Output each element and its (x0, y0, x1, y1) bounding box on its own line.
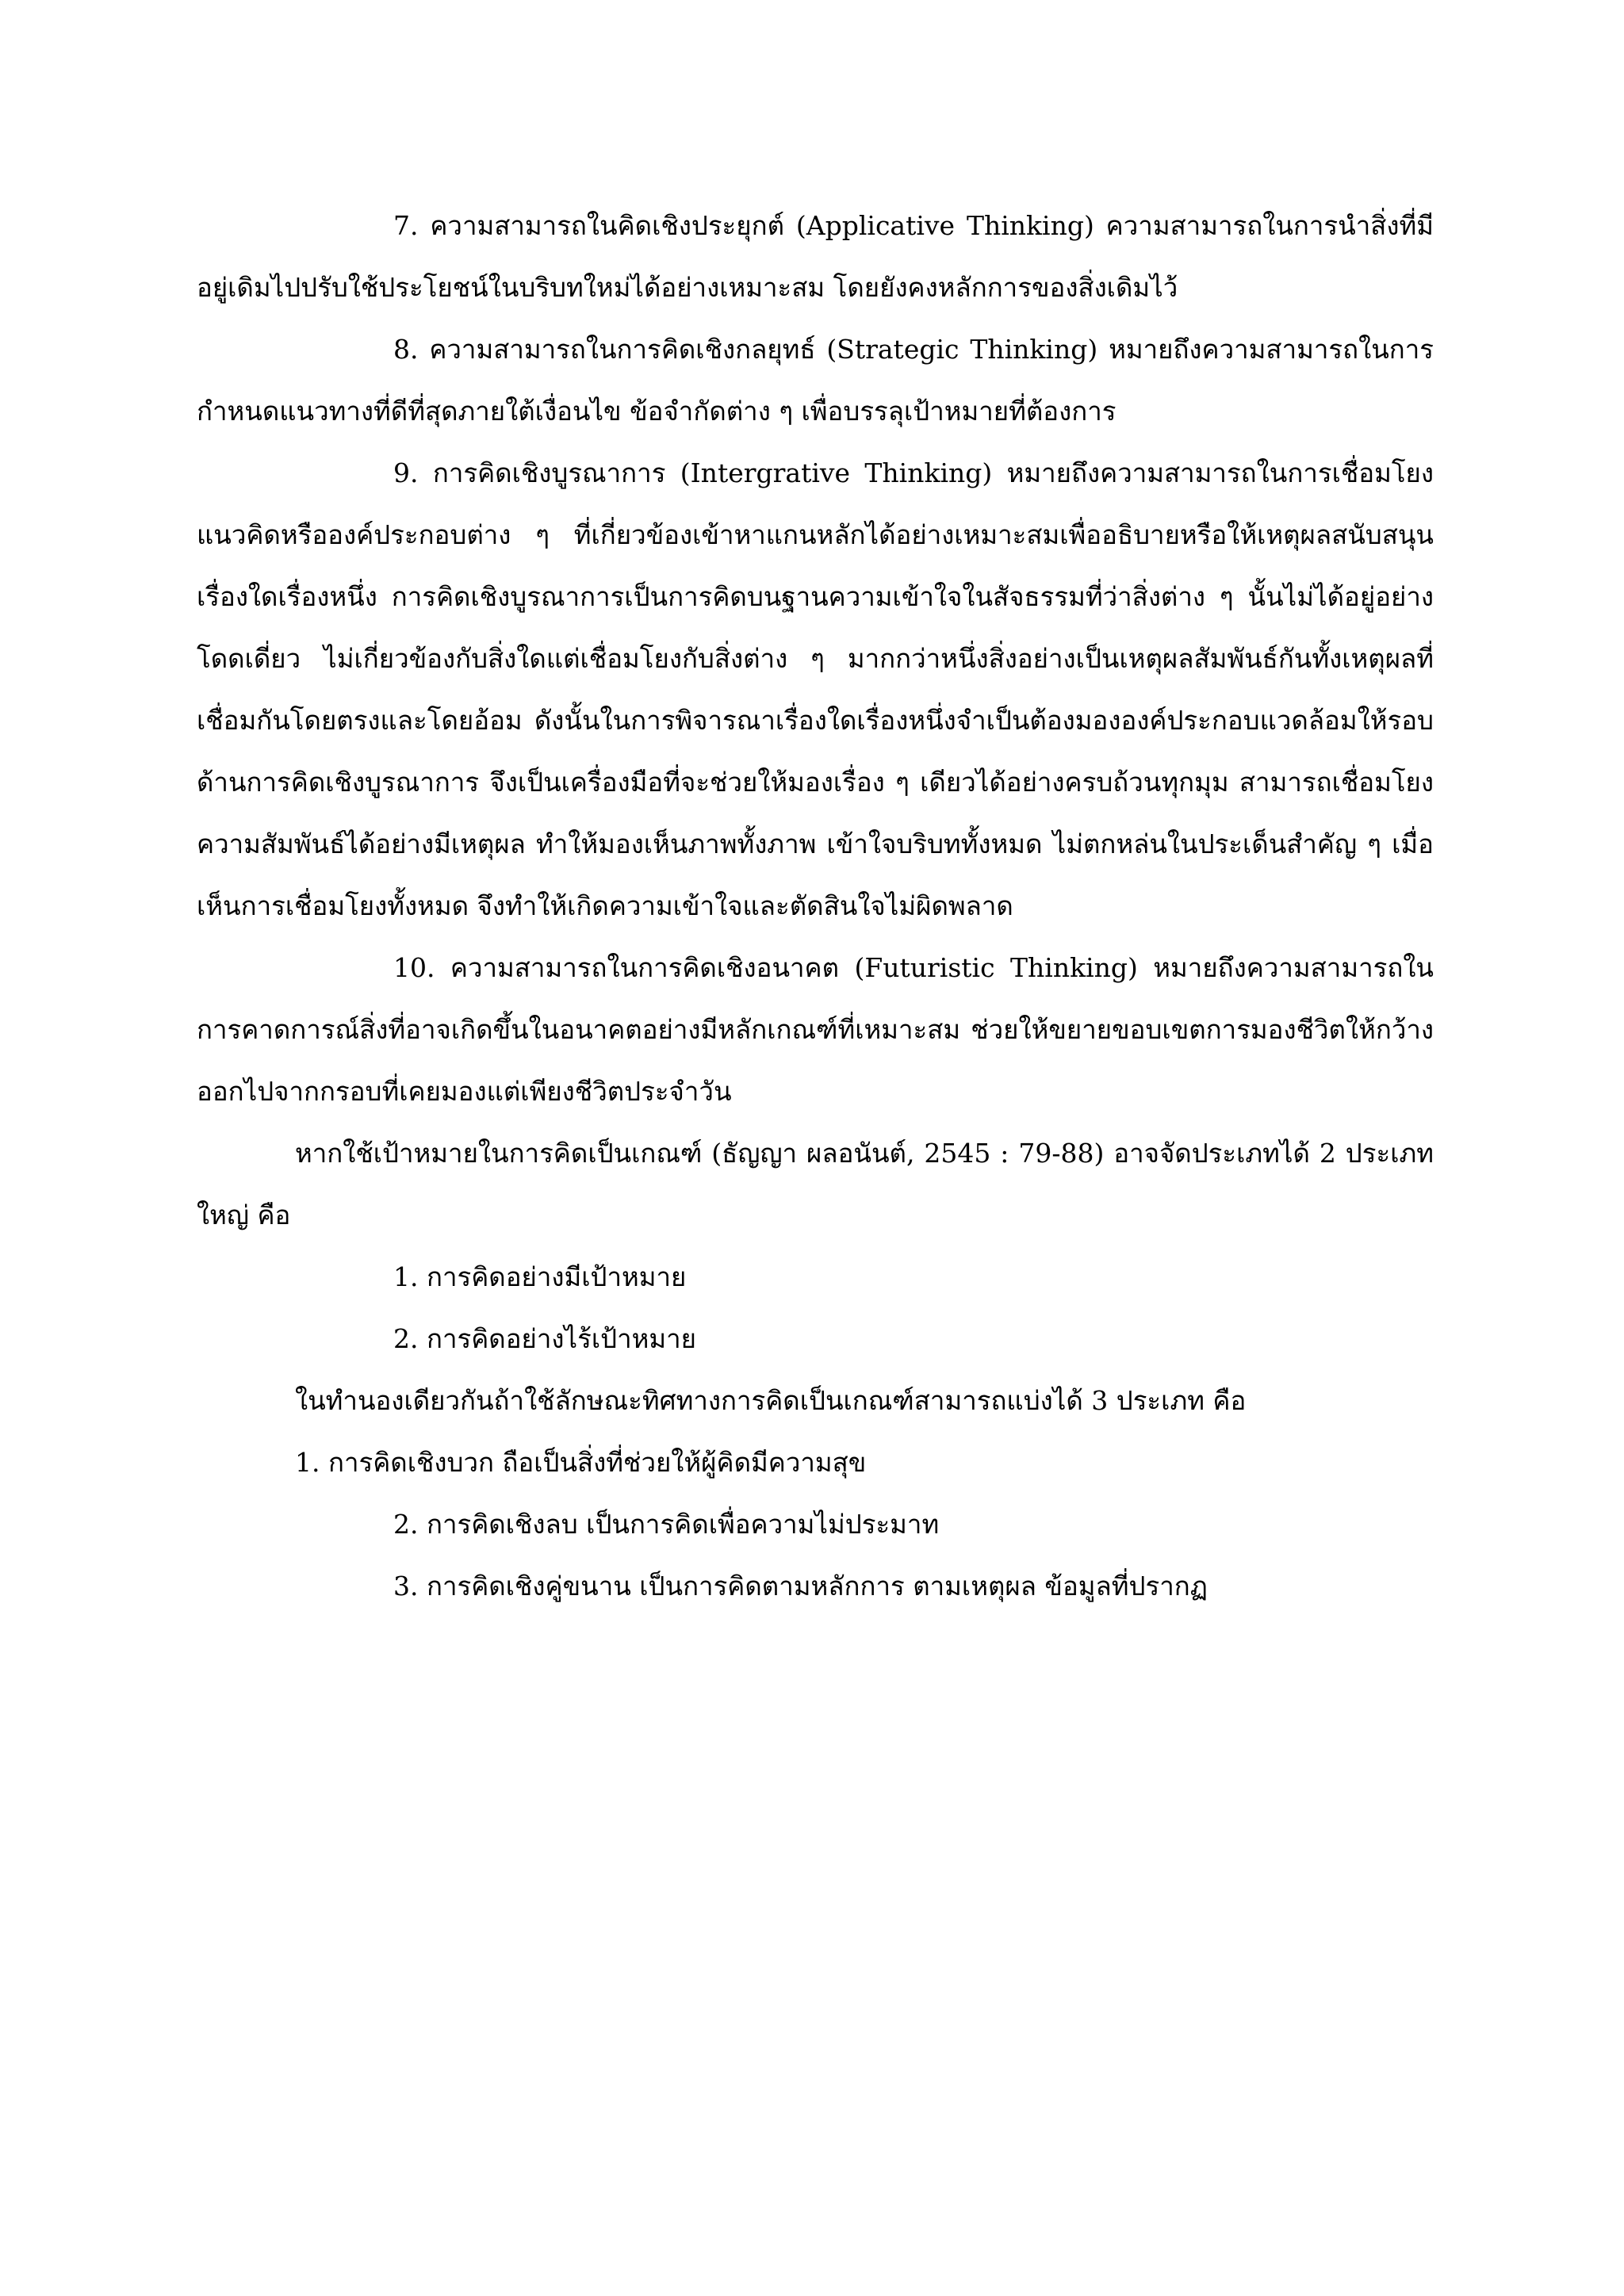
list-item-positive-thinking: 1. การคิดเชิงบวก ถือเป็นสิ่งที่ช่วยให้ผู้คิดมีความสุข (295, 1447, 867, 1478)
paragraph-goal-classification: หากใช้เป้าหมายในการคิดเป็นเกณฑ์ (ธัญญา ผลอนันต์, 2545 : 79-88) อาจจัดประเภทได้ 2 ประเภทใหญ่ คือ (197, 1138, 1434, 1230)
list-item-aimless-thinking: 2. การคิดอย่างไร้เป้าหมาย (393, 1323, 696, 1354)
list-item-negative-thinking: 2. การคิดเชิงลบ เป็นการคิดเพื่อความไม่ประมาท (393, 1509, 940, 1540)
paragraph-integrative-thinking: 9. การคิดเชิงบูรณาการ (Intergrative Thinking) หมายถึงความสามารถในการเชื่อมโยงแนวคิดหรือองค์ประกอบต่าง ๆ ที่เกี่ยวข้องเข้าหาแกนหลักได้อย่างเหมาะสมเพื่ออธิบายหรือให้เหตุผลสนับสนุนเรื่องใดเรื่องหนึ่ง การคิดเชิงบูรณาการเป็นการคิดบนฐานความเข้าใจในสัจธรรมที่ว่าสิ่งต่าง ๆ นั้นไม่ได้อยู่อย่างโดดเดี่ยว ไม่เกี่ยวข้องกับสิ่งใดแต่เชื่อมโยงกับสิ่งต่าง ๆ มากกว่าหนึ่งสิ่งอย่างเป็นเหตุผลสัมพันธ์กันทั้งเหตุผลที่เชื่อมกันโดยตรงและโดยอ้อม ดังนั้นในการพิจารณาเรื่องใดเรื่องหนึ่งจำเป็นต้องมององค์ประกอบแวดล้อมให้รอบด้านการคิดเชิงบูรณาการ จึงเป็นเครื่องมือที่จะช่วยให้มองเรื่อง ๆ เดียวได้อย่างครบถ้วนทุกมุม สามารถเชื่อมโยงความสัมพันธ์ได้อย่างมีเหตุผล ทำให้มองเห็นภาพทั้งภาพ เข้าใจบริบททั้งหมด ไม่ตกหล่นในประเด็นสำคัญ ๆ เมื่อเห็นการเชื่อมโยงทั้งหมด จึงทำให้เกิดความเข้าใจและตัดสินใจไม่ผิดพลาด (197, 457, 1434, 921)
paragraph-direction-classification: ในทำนองเดียวกันถ้าใช้ลักษณะทิศทางการคิดเป็นเกณฑ์สามารถแบ่งได้ 3 ประเภท คือ (295, 1385, 1247, 1416)
list-item-parallel-thinking: 3. การคิดเชิงคู่ขนาน เป็นการคิดตามหลักการ ตามเหตุผล ข้อมูลที่ปรากฏ (393, 1571, 1208, 1601)
document-body (197, 195, 1434, 1617)
paragraph-strategic-thinking: 8. ความสามารถในการคิดเชิงกลยุทธ์ (Strategic Thinking) หมายถึงความสามารถในการกำหนดแนวทางที่ดีที่สุดภายใต้เงื่อนไข ข้อจำกัดต่าง ๆ เพื่อบรรลุเป้าหมายที่ต้องการ (197, 334, 1434, 427)
paragraph-futuristic-thinking: 10. ความสามารถในการคิดเชิงอนาคต (Futuristic Thinking) หมายถึงความสามารถในการคาดการณ์สิ่งที่อาจเกิดขึ้นในอนาคตอย่างมีหลักเกณฑ์ที่เหมาะสม ช่วยให้ขยายขอบเขตการมองชีวิตให้กว้างออกไปจากกรอบที่เคยมองแต่เพียงชีวิตประจำวัน (197, 952, 1434, 1107)
list-item-goal-thinking: 1. การคิดอย่างมีเป้าหมาย (393, 1261, 687, 1292)
paragraph-applicative-thinking: 7. ความสามารถในคิดเชิงประยุกต์ (Applicative Thinking) ความสามารถในการนำสิ่งที่มีอยู่เดิมไปปรับใช้ประโยชน์ในบริบทใหม่ได้อย่างเหมาะสม โดยยังคงหลักการของสิ่งเดิมไว้ (197, 210, 1434, 303)
